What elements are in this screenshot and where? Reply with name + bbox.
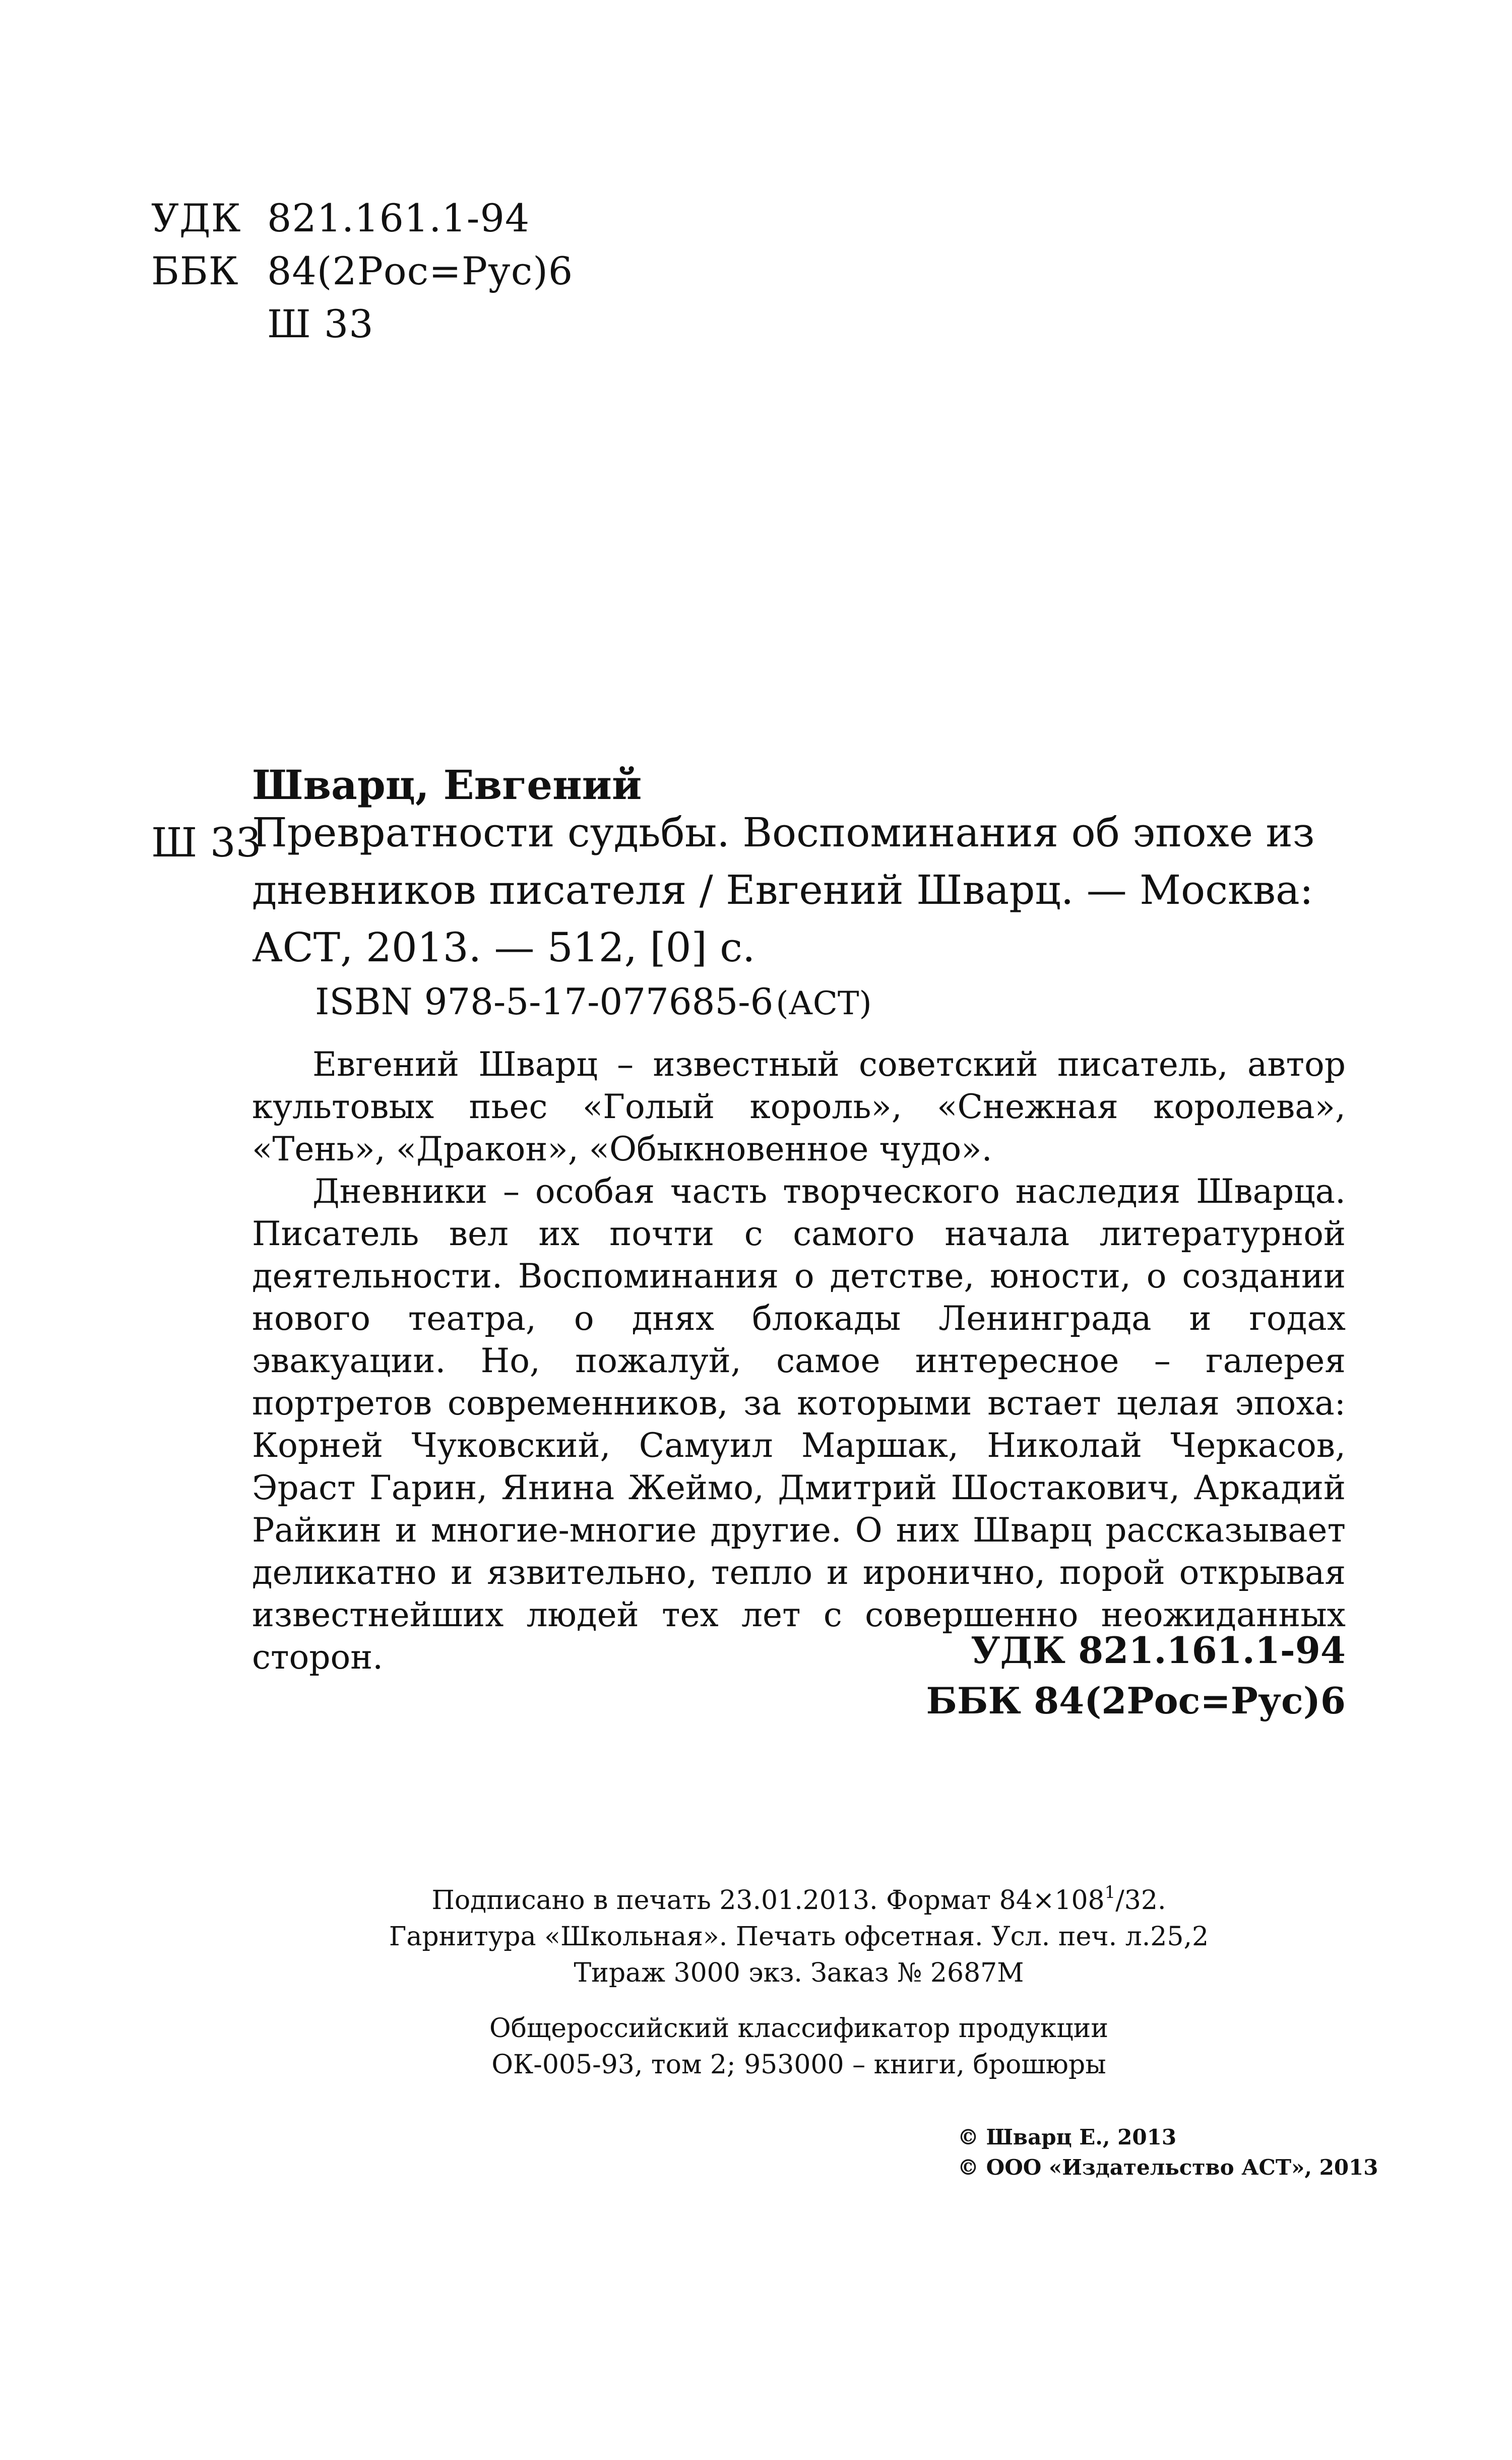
udk-label: УДК [151,196,241,240]
bottom-udk: УДК 821.161.1-94 [971,1629,1346,1672]
isbn-line [315,980,872,1023]
bbk-label: ББК [151,249,239,293]
card-title-line: Превратности судьбы. Воспоминания об эпохе из [252,809,1315,856]
classifier-line: Общероссийский классификатор продукции [489,2013,1108,2044]
annotation-paragraph: Дневники – особая часть творческого наследия Шварца. Писатель вел их почти с самого начала литературной деятельности. Воспоминания о детстве, юности, о создании нового театра, о днях блокады Ленинграда и годах эвакуации. Но, пожалуй, самое интересное – галерея портретов современников, за которыми встает целая эпоха: Корней Чуковский, Самуил Маршак, Николай Черкасов, Эраст Гарин, Янина Жеймо, Дмитрий Шостакович, Аркадий Райкин и многие-многие другие. О них Шварц рассказывает деликатно и язвительно, тепло и иронично, порой открывая известнейших людей тех лет с совершенно неожиданных сторон. [252,1172,1346,1677]
imprint-format: Подписано в печать 23.01.2013. Формат 84×108 [431,1885,1105,1916]
copyright [958,2122,1378,2183]
imprint [252,1874,1346,2083]
copyright-publisher: © ООО «Издательство АСТ», 2013 [958,2155,1378,2180]
bbk-value: 84(2Рос=Рус)6 [267,249,574,293]
card-title-line: АСТ, 2013. — 512, [0] с. [252,924,755,971]
imprint-format-suffix: /32. [1115,1885,1166,1916]
imprint-line: Тираж 3000 экз. Заказ № 2687М [574,1958,1024,1988]
udk-value: 821.161.1-94 [267,196,530,240]
udk-line [151,196,530,240]
bottom-bbk: ББК 84(2Рос=Рус)6 [926,1679,1346,1722]
imprint-line: Гарнитура «Школьная». Печать офсетная. Усл. печ. л.25,2 [389,1922,1209,1952]
card-author: Шварц, Евгений [252,761,642,809]
annotation-paragraph: Евгений Шварц – известный советский писатель, автор культовых пьес «Голый король», «Снежная королева», «Тень», «Дракон», «Обыкновенное чудо». [252,1045,1346,1168]
isbn-number: ISBN 978-5-17-077685-6 [315,980,774,1023]
isbn-publisher: (АСТ) [776,985,872,1022]
author-code-top: Ш 33 [267,301,374,346]
imprint-format-sup: 1 [1104,1882,1116,1902]
classifier-line: ОК-005-93, том 2; 953000 – книги, брошюры [491,2050,1106,2080]
annotation [252,1043,1346,1679]
card-title [252,804,1314,976]
card-code: Ш 33 [151,819,262,866]
imprint-line [252,1874,1346,1919]
copyright-author: © Шварц Е., 2013 [958,2125,1177,2149]
bbk-line [151,249,574,293]
card-title-line: дневников писателя / Евгений Шварц. — Москва: [252,867,1313,913]
